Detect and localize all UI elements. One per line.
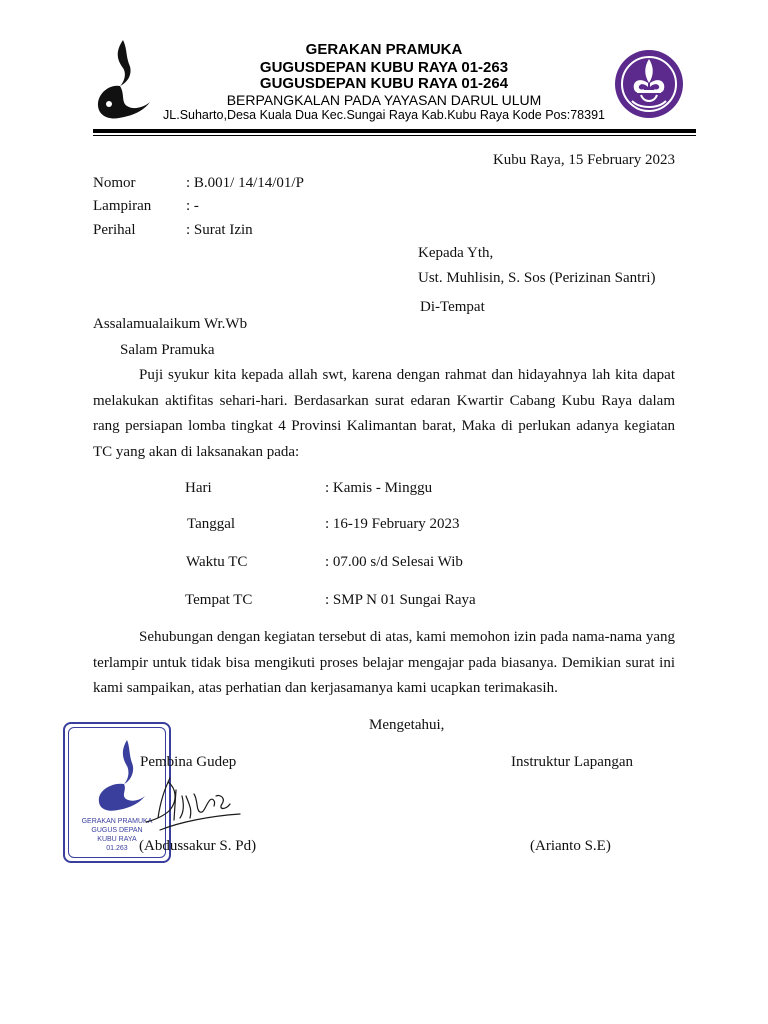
detail-value-hari: : Kamis - Minggu (325, 480, 433, 496)
signature-left-name: (Abdussakur S. Pd) (139, 838, 257, 854)
meta-value-nomor: : B.001/ 14/14/01/P (186, 175, 304, 191)
salutation: Assalamualaikum Wr.Wb (93, 316, 248, 332)
stamp-line-1: GERAKAN PRAMUKA (81, 818, 153, 825)
recipient-name: Ust. Muhlisin, S. Sos (Perizinan Santri) (418, 270, 656, 286)
detail-value-tempat: : SMP N 01 Sungai Raya (325, 592, 476, 608)
signature-right-name: (Arianto S.E) (530, 838, 611, 854)
meta-label-nomor: Nomor (93, 175, 136, 191)
letterhead-divider-thin (93, 135, 696, 136)
recipient-greeting: Kepada Yth, (418, 245, 494, 261)
meta-value-lampiran: : - (186, 198, 199, 214)
detail-value-tanggal: : 16-19 February 2023 (325, 516, 460, 532)
signature-left-title: Pembina Gudep (140, 754, 237, 770)
meta-label-lampiran: Lampiran (93, 198, 152, 214)
detail-label-hari: Hari (185, 480, 212, 496)
letterhead-divider-thick (93, 129, 696, 133)
meta-label-perihal: Perihal (93, 222, 136, 238)
detail-label-tanggal: Tanggal (187, 516, 236, 532)
letterhead-address: JL.Suharto,Desa Kuala Dua Kec.Sungai Raya Kab.Kubu Raya Kode Pos:78391 (163, 108, 605, 122)
recipient-place: Di-Tempat (420, 299, 485, 315)
letterhead-base: BERPANGKALAN PADA YAYASAN DARUL ULUM (226, 92, 542, 108)
detail-label-waktu: Waktu TC (186, 554, 248, 570)
signature-right-title: Instruktur Lapangan (511, 754, 634, 770)
tunas-kelapa-logo-icon (93, 38, 153, 122)
world-scout-emblem-icon (614, 45, 684, 123)
letterhead-unit-1: GUGUSDEPAN KUBU RAYA 01-263 (259, 59, 509, 76)
body-paragraph-2: Sehubungan dengan kegiatan tersebut di atas, kami memohon izin pada nama-nama yang terlampir untuk tidak bisa mengikuti proses belajar mengajar pada biasanya. Demikian surat ini kami sampaikan, atas perhatian dan kerjasamanya kami ucapkan terimakasih. (93, 629, 675, 696)
mengetahui-label: Mengetahui, (369, 717, 445, 733)
stamp-line-4: 01.263 (106, 845, 128, 852)
stamp-line-3: KUBU RAYA (97, 836, 137, 843)
stamp-line-2: GUGUS DEPAN (91, 827, 143, 834)
salam-pramuka: Salam Pramuka (120, 342, 215, 358)
detail-label-tempat: Tempat TC (185, 592, 253, 608)
handwritten-signature-icon (140, 770, 250, 842)
meta-value-perihal: : Surat Izin (186, 222, 253, 238)
body-paragraph-1: Puji syukur kita kepada allah swt, karena dengan rahmat dan hidayahnya lah kita dapat melakukan aktifitas sehari-hari. Berdasarkan surat edaran Kwartir Cabang Kubu Raya dalam rang persiapan lomba tingkat 4 Provinsi Kalimantan barat, Maka di perlukan adanya kegiatan TC yang akan di laksanakan pada: (93, 367, 675, 460)
letterhead-org: GERAKAN PRAMUKA (305, 41, 463, 58)
date-line: Kubu Raya, 15 February 2023 (492, 152, 675, 168)
letterhead-unit-2: GUGUSDEPAN KUBU RAYA 01-264 (259, 75, 509, 92)
detail-value-waktu: : 07.00 s/d Selesai Wib (325, 554, 463, 570)
